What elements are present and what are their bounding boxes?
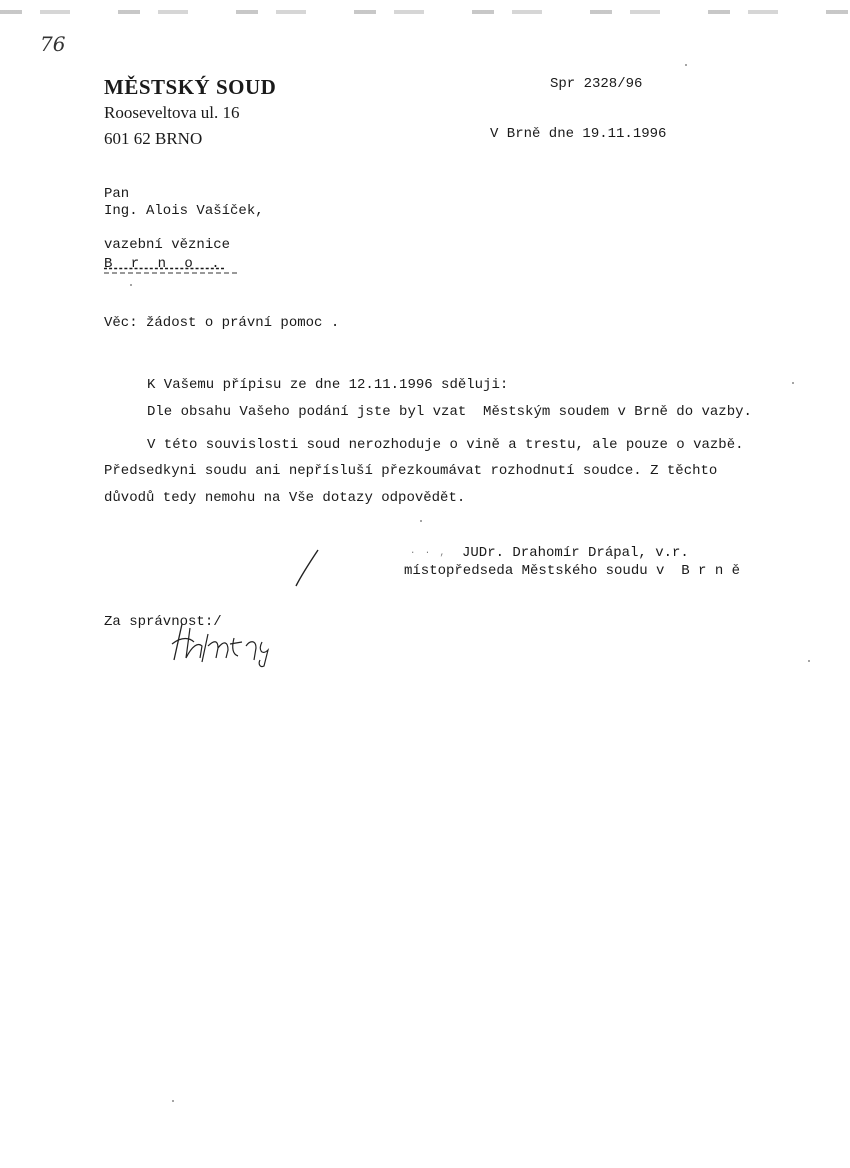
scan-speck [172, 1100, 174, 1102]
recipient-institution: vazební věznice [104, 237, 231, 253]
subject-line: Věc: žádost o právní pomoc . [104, 315, 340, 331]
stamp-dots: · · , [410, 548, 448, 558]
handwritten-page-number: 76 [40, 32, 66, 56]
recipient-name: Ing. Alois Vašíček, [104, 203, 264, 219]
body-paragraph-3-line-1: V této souvislosti soud nerozhoduje o vině a trestu, ale pouze o vazbě. [147, 437, 744, 453]
scan-speck [130, 284, 132, 286]
reference-number: Spr 2328/96 [550, 76, 643, 92]
date-line: V Brně dne 19.11.1996 [490, 126, 667, 142]
body-paragraph-3-line-3: důvodů tedy nemohu na Vše dotazy odpovědět. [104, 490, 466, 506]
recipient-city-underline [104, 271, 239, 275]
scan-speck [685, 64, 687, 66]
handwritten-signature [168, 616, 278, 668]
signatory-role: místopředseda Městského soudu v B r n ě [404, 563, 741, 579]
certification-label: Za správnost:/ [104, 614, 222, 630]
signature-stroke [290, 548, 330, 590]
court-street: Rooseveltova ul. 16 [104, 103, 240, 122]
scan-speck [792, 382, 794, 384]
recipient-title: Pan [104, 186, 130, 202]
signatory-name: JUDr. Drahomír Drápal, v.r. [462, 545, 689, 561]
body-paragraph-3-line-2: Předsedkyni soudu ani nepřísluší přezkoumávat rozhodnutí soudce. Z těchto [104, 463, 718, 479]
recipient-city: B r n o . [104, 256, 225, 272]
scan-edge-artifact [0, 10, 850, 14]
scan-speck [808, 660, 810, 662]
body-paragraph-1: K Vašemu přípisu ze dne 12.11.1996 sděluji: [147, 377, 509, 393]
scan-speck [420, 520, 422, 522]
body-paragraph-2: Dle obsahu Vašeho podání jste byl vzat Městským soudem v Brně do vazby. [147, 404, 752, 420]
court-city: 601 62 BRNO [104, 129, 203, 148]
court-name: MĚSTSKÝ SOUD [104, 75, 277, 99]
